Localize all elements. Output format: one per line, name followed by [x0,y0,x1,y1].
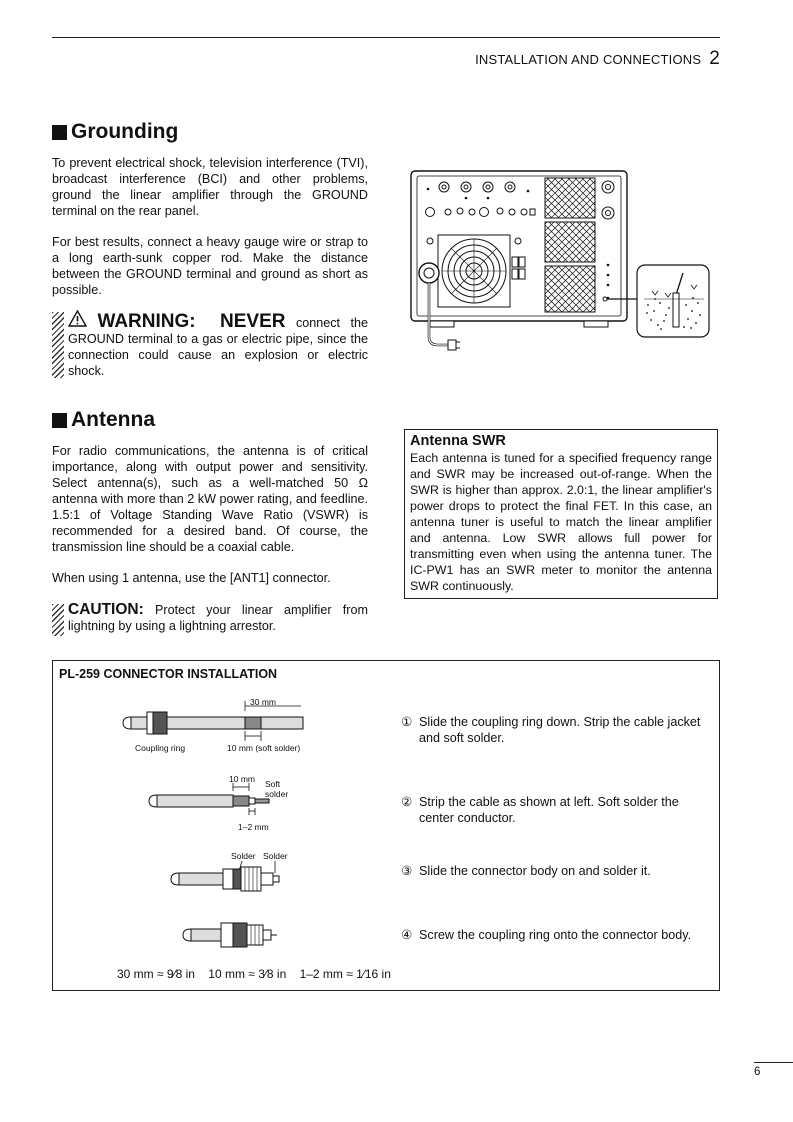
chapter-number: 2 [709,48,720,69]
grounding-para1: To prevent electrical shock, television interference (TVI), broadcast interference (BCI) and other problems, ground the linear amplifier through the GROUND terminal on the rear panel. [52,156,368,218]
step-2-text: Strip the cable as shown at left. Soft solder the center conductor. [419,795,679,825]
antenna-para1: For radio communications, the antenna is of critical importance, along with output power and sensitivity. Select antenna(s), such as a well-matched 50 Ω antenna with more than 2 kW power rating, and feedline. 1.5:1 of Voltage Standing Wave Ratio (VSWR) is recommended for a desired band. Of course, the transmission line should be a coaxial cable. [52,444,368,554]
antenna-heading [52,408,155,432]
swr-title: Antenna SWR [410,433,506,449]
grounding-heading [52,120,178,144]
header-section-title: INSTALLATION AND CONNECTIONS [475,52,702,67]
label-10mm-soft-solder: 10 mm (soft solder) [227,743,301,753]
label-solder-2: Solder [263,851,288,861]
pl259-title: PL-259 CONNECTOR INSTALLATION [59,667,278,681]
header-rule [52,37,720,38]
caution-label: CAUTION: [68,601,144,618]
step-3-text: Slide the connector body on and solder it. [419,864,651,878]
step2-cable-diagram [145,783,285,819]
step-1-marker: ① [401,715,413,729]
step-2-marker: ② [401,795,413,809]
rear-panel-grounding-illustration [408,165,716,355]
page-number: 6 [754,1066,761,1078]
antenna-swr-box [404,429,718,599]
label-30mm: 30 mm [250,697,276,707]
step-4 [401,927,717,943]
warning-label: WARNING: [97,311,196,332]
step-3-marker: ③ [401,864,413,878]
warning-triangle-icon [68,310,87,327]
warning-block [68,310,368,379]
label-10mm: 10 mm [229,774,255,784]
warning-hatch-icon [52,312,64,378]
grounding-body [52,155,368,313]
antenna-body [52,443,368,601]
step3-connector-diagram [167,861,287,893]
footer-rule [754,1062,793,1063]
step-1 [401,714,717,746]
step-2 [401,794,717,826]
page-header [475,48,720,70]
label-coupling-ring: Coupling ring [135,743,186,753]
warning-never: NEVER [220,311,286,332]
heading-square-icon [52,125,67,140]
label-solder-1: Solder [231,851,256,861]
caution-text: Protect your linear amplifier from lightning by using a lightning arrestor. [68,603,368,633]
label-1-2mm: 1–2 mm [238,822,269,832]
warning-text: connect the GROUND terminal to a gas or electric pipe, since the connection could cause an explosion or electric shock. [68,316,368,378]
swr-text: Each antenna is tuned for a specified frequency range and SWR may be increased out-of-range. When the SWR is higher than approx. 2.0:1, the linear amplifier's power drops to protect the final FET. In this case, an antenna tuner is useful to match the linear amplifier and antenna. Low SWR allows full power for transmitting even when using the antenna tuner. The IC-PW1 has an SWR meter to monitor the antenna SWR continuously. [410,451,712,593]
antenna-title: Antenna [71,408,155,431]
grounding-para2: For best results, connect a heavy gauge wire or strap to a long earth-sunk copper rod. Make the distance between the GROUND terminal and ground as short as possible. [52,235,368,297]
label-soft-solder: Soft solder [265,779,289,799]
step-4-text: Screw the coupling ring onto the connector body. [419,928,692,942]
unit-conversion-note: 30 mm ≈ 9⁄8 in 10 mm ≈ 3⁄8 in 1–2 mm ≈ 1⁄16 in [117,967,391,981]
step1-cable-diagram [119,707,309,739]
step-3 [401,863,717,879]
pl259-installation-box [52,660,720,991]
caution-block [68,602,368,634]
antenna-para2: When using 1 antenna, use the [ANT1] connector. [52,571,331,585]
step-1-text: Slide the coupling ring down. Strip the cable jacket and soft solder. [419,715,701,745]
grounding-title: Grounding [71,120,179,143]
dim-10mm-arrow [243,731,263,741]
heading-square-icon [52,413,67,428]
caution-hatch-icon [52,604,64,636]
step4-connector-diagram [181,917,281,951]
step-4-marker: ④ [401,928,413,942]
